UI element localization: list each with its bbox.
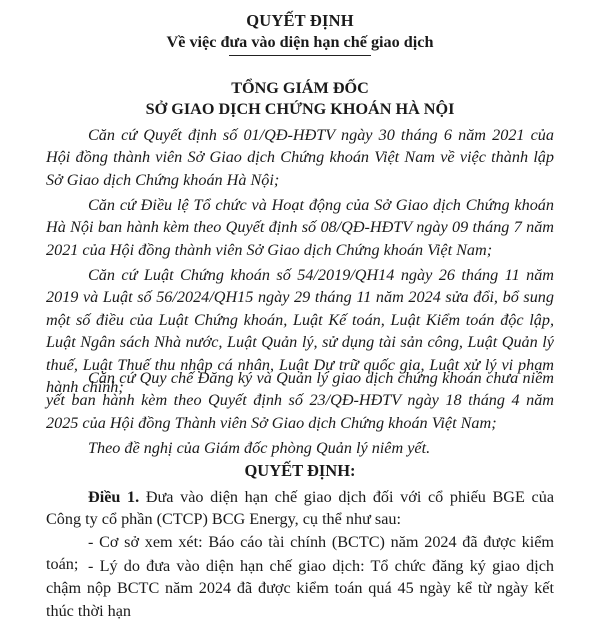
article-1-bullet: - Cơ sở xem xét: Báo cáo tài chính (BCTC) năm 2024 đã được kiểm toán; [46,533,554,574]
preamble-paragraph: Theo đề nghị của Giám đốc phòng Quản lý niêm yết. [88,439,431,457]
preamble-paragraph: Căn cứ Điều lệ Tổ chức và Hoạt động của Sở Giao dịch Chứng khoán Hà Nội ban hành kèm theo Quyết định số 08/QĐ-HĐTV ngày 09 tháng 7 năm 2021 của Hội đồng thành viên Sở Giao dịch Chứng khoán Việt Nam; [46,196,554,259]
decision-heading: QUYẾT ĐỊNH: [244,461,356,480]
article-1-bullet: - Lý do đưa vào diện hạn chế giao dịch: Tổ chức đăng ký giao dịch chậm nộp BCTC năm 2024 đã được kiểm toán quá 45 ngày kể từ ngày kết thúc thời hạn [46,557,554,620]
article-1-text: Đưa vào diện hạn chế giao dịch đối với cổ phiếu BGE của Công ty cổ phần (CTCP) BCG Energy, cụ thể như sau: [46,488,554,529]
document-subtitle: Về việc đưa vào diện hạn chế giao dịch [166,33,434,51]
preamble-paragraph: Căn cứ Luật Chứng khoán số 54/2019/QH14 ngày 26 tháng 11 năm 2019 và Luật số 56/2024/QH15 ngày 29 tháng 11 năm 2024 sửa đổi, bổ sung một số điều của Luật Chứng khoán, Luật Kế toán, Luật Kiểm toán độc lập, Luật Ngân sách Nhà nước, Luật Quản lý, sử dụng tài sản công, Luật Quản lý thuế, Luật Thuế thu nhập cá nhân, Luật Dự trữ quốc gia, Luật xử lý vi phạm hành chính; [46,266,554,397]
issuer-organization: SỞ GIAO DỊCH CHỨNG KHOÁN HÀ NỘI [145,100,455,118]
document-title: QUYẾT ĐỊNH [246,11,354,30]
article-1-label: Điều 1. [88,488,140,506]
title-underline [229,55,371,56]
preamble-paragraph: Căn cứ Quy chế Đăng ký và Quản lý giao dịch chứng khoán chưa niêm yết ban hành kèm theo Quyết định số 23/QĐ-HĐTV ngày 18 tháng 4 năm 2025 của Hội đồng Thành viên Sở Giao dịch Chứng khoán Việt Nam; [46,369,554,432]
preamble-paragraph: Căn cứ Quyết định số 01/QĐ-HĐTV ngày 30 tháng 6 năm 2021 của Hội đồng thành viên Sở Giao dịch Chứng khoán Việt Nam về việc thành lập Sở Giao dịch Chứng khoán Hà Nội; [46,126,554,189]
issuer-position: TỔNG GIÁM ĐỐC [231,79,369,97]
article-1 [46,486,554,531]
